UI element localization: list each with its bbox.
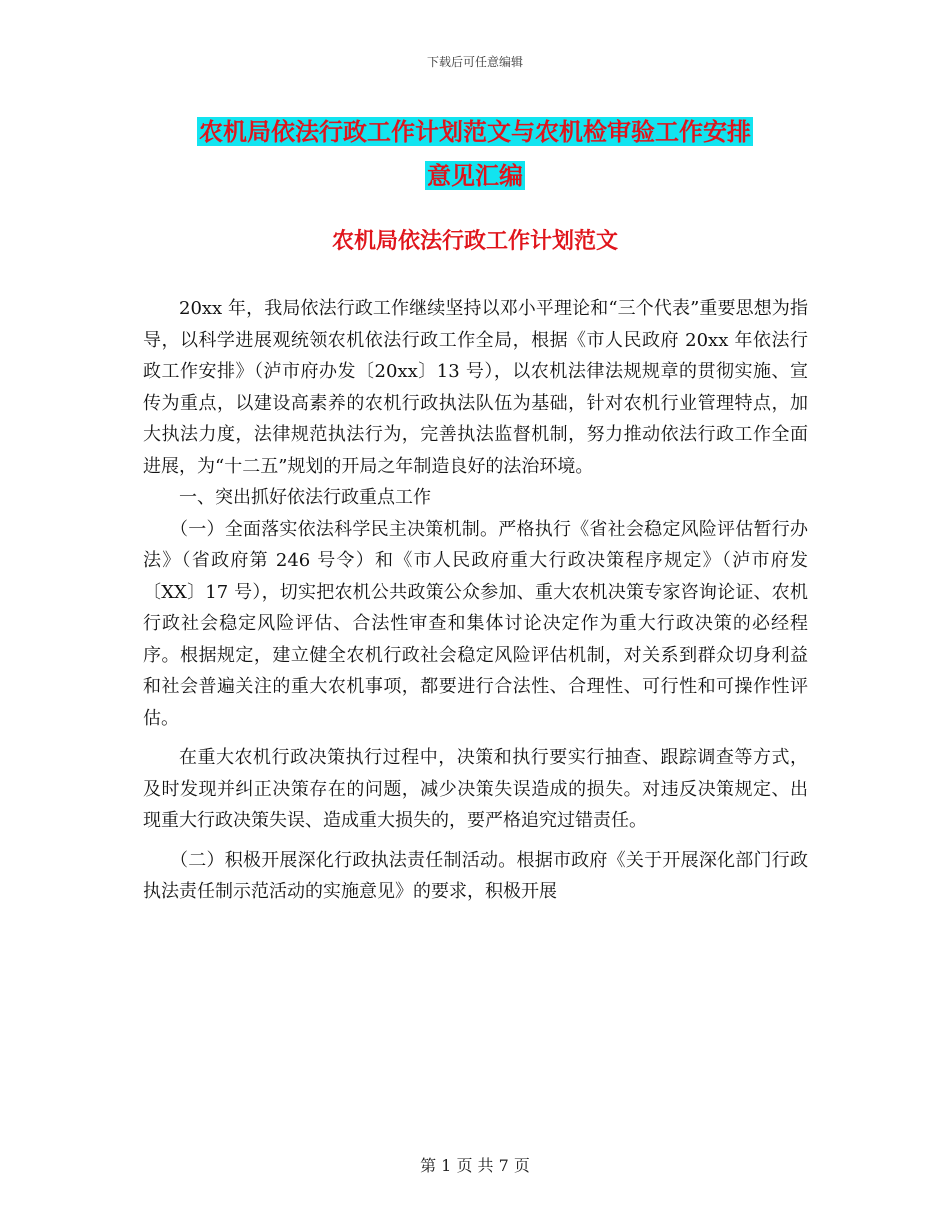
paragraph-item-2: （二）积极开展深化行政执法责任制活动。根据市政府《关于开展深化部门行政执法责任制示范活动的实施意见》的要求，积极开展 — [143, 849, 808, 902]
document-title-line-2: 意见汇编 — [427, 161, 523, 190]
paragraph-intro: 20xx 年，我局依法行政工作继续坚持以邓小平理论和“三个代表”重要思想为指导，以科学进展观统领农机依法行政工作全局，根据《市人民政府 20xx 年依法行政工作安排》（泸市府办发〔20xx〕13 号），以农机法律法规规章的贯彻实施、宣传为重点，以建设高素养的农机行政执法队伍为基础，针对农机行业管理特点，加大执法力度，法律规范执法行为，完善执法监督机制，努力推动依法行政工作全面进展，为“十二五”规划的开局之年制造良好的法治环境。 — [143, 298, 808, 477]
section-title: 农机局依法行政工作计划范文 — [331, 228, 618, 254]
document-title — [140, 110, 810, 198]
document-body — [143, 293, 808, 908]
paragraph-heading-1: 一、突出抓好依法行政重点工作 — [179, 487, 431, 508]
paragraph-decision-execution: 在重大农机行政决策执行过程中，决策和执行要实行抽查、跟踪调查等方式，及时发现并纠正决策存在的问题，减少决策失误造成的损失。对违反决策规定、出现重大行政决策失误、造成重大损失的，要严格追究过错责任。 — [143, 747, 808, 831]
header-note: 下载后可任意编辑 — [426, 55, 523, 69]
document-title-line-1: 农机局依法行政工作计划范文与农机检审验工作安排 — [199, 117, 751, 146]
page-footer: 第 1 页 共 7 页 — [420, 1156, 530, 1175]
paragraph-item-1: （一）全面落实依法科学民主决策机制。严格执行《省社会稳定风险评估暂行办法》（省政府第 246 号令）和《市人民政府重大行政决策程序规定》（泸市府发〔XX〕17 号），切实把农机公共政策公众参加、重大农机决策专家咨询论证、农机行政社会稳定风险评估、合法性审查和集体讨论决定作为重大行政决策的必经程序。根据规定，建立健全农机行政社会稳定风险评估机制，对关系到群众切身利益和社会普遍关注的重大农机事项，都要进行合法性、合理性、可行性和可操作性评估。 — [143, 518, 808, 729]
